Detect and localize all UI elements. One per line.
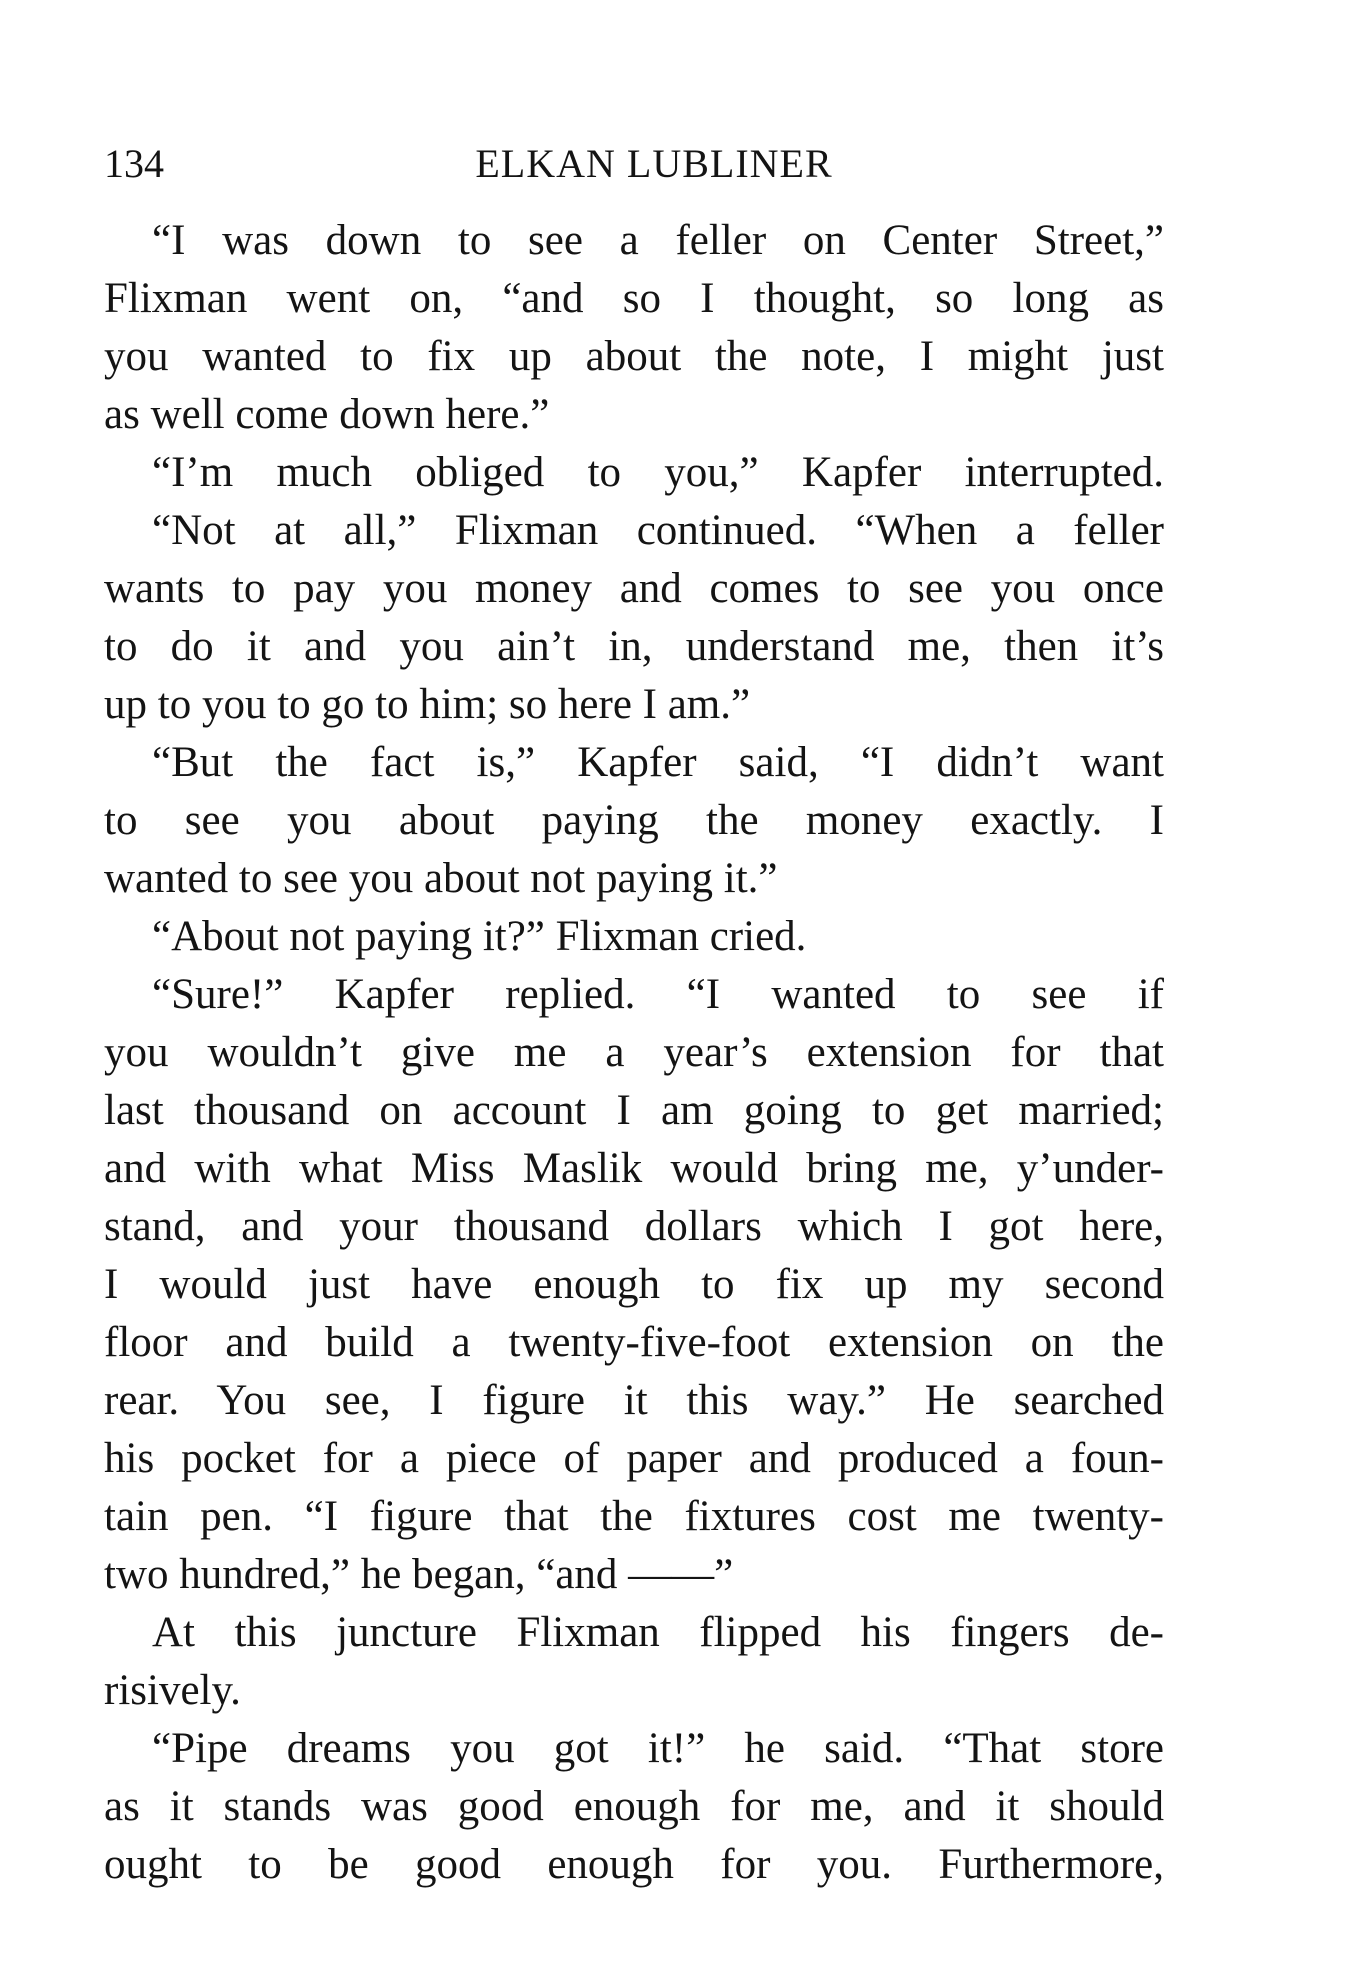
text-line: and with what Miss Maslik would bring me, y’under-: [104, 1145, 1164, 1192]
text-line: stand, and your thousand dollars which I got here,: [104, 1203, 1164, 1250]
text-line: you wanted to fix up about the note, I might just: [104, 333, 1164, 380]
running-head: ELKAN LUBLINER: [475, 141, 833, 186]
text-line: floor and build a twenty-five-foot extension on the: [104, 1319, 1164, 1366]
text-line: wants to pay you money and comes to see you once: [104, 565, 1164, 612]
body-text: [104, 212, 1164, 1894]
text-line: to see you about paying the money exactly. I: [104, 797, 1164, 844]
page-header: [104, 140, 1164, 190]
text-line: I would just have enough to fix up my second: [104, 1261, 1164, 1308]
text-line: rear. You see, I figure it this way.” He searched: [104, 1377, 1164, 1424]
text-line: “Not at all,” Flixman continued. “When a feller: [152, 507, 1164, 554]
text-line: as well come down here.”: [104, 391, 550, 438]
text-line: to do it and you ain’t in, understand me, then it’s: [104, 623, 1164, 670]
text-line: his pocket for a piece of paper and produced a foun-: [104, 1435, 1164, 1482]
text-line: last thousand on account I am going to get married;: [104, 1087, 1164, 1134]
text-line: you wouldn’t give me a year’s extension for that: [104, 1029, 1164, 1076]
text-line: At this juncture Flixman flipped his fingers de-: [152, 1609, 1164, 1656]
text-line: tain pen. “I figure that the fixtures cost me twenty-: [104, 1493, 1164, 1540]
text-line: Flixman went on, “and so I thought, so long as: [104, 275, 1164, 322]
page-number: 134: [104, 141, 164, 186]
text-line: “Pipe dreams you got it!” he said. “That store: [152, 1725, 1164, 1772]
text-line: up to you to go to him; so here I am.”: [104, 681, 751, 728]
text-line: “But the fact is,” Kapfer said, “I didn’t want: [152, 739, 1164, 786]
text-line: risively.: [104, 1667, 241, 1714]
text-line: “I’m much obliged to you,” Kapfer interrupted.: [152, 449, 1164, 496]
text-line: as it stands was good enough for me, and it should: [104, 1783, 1164, 1830]
text-line: “I was down to see a feller on Center Street,”: [152, 217, 1164, 264]
text-line: ought to be good enough for you. Furthermore,: [104, 1841, 1164, 1888]
text-line: wanted to see you about not paying it.”: [104, 855, 778, 902]
text-line: two hundred,” he began, “and ——”: [104, 1551, 734, 1598]
text-line: “Sure!” Kapfer replied. “I wanted to see if: [152, 971, 1164, 1018]
text-line: “About not paying it?” Flixman cried.: [152, 913, 807, 960]
